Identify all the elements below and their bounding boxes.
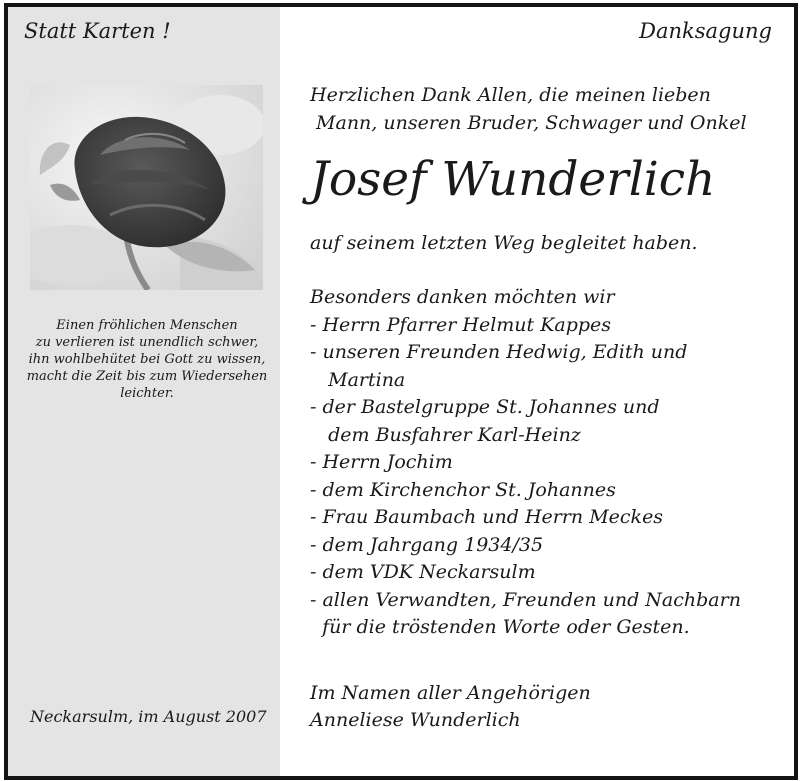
rose-image xyxy=(30,85,263,290)
deceased-name: Josef Wunderlich xyxy=(310,152,716,207)
thanks-line: - Herrn Pfarrer Helmut Kappes xyxy=(310,313,612,336)
thanks-line: für die tröstenden Worte oder Gesten. xyxy=(310,616,690,638)
quote-line: ihn wohlbehütet bei Gott zu wissen, xyxy=(28,352,266,367)
thanks-line: - unseren Freunden Hedwig, Edith und xyxy=(310,341,688,363)
quote-line: Einen fröhlichen Menschen xyxy=(56,318,238,333)
thanks-line: - dem VDK Neckarsulm xyxy=(310,561,536,583)
thanks-line: - allen Verwandten, Freunden und Nachbarn xyxy=(310,588,741,611)
intro-line: Mann, unseren Bruder, Schwager und Onkel xyxy=(310,112,747,134)
thanks-list xyxy=(310,284,741,642)
thanks-line: - Frau Baumbach und Herrn Meckes xyxy=(310,506,664,528)
header-left: Statt Karten ! xyxy=(24,19,171,43)
intro-line: Herzlichen Dank Allen, die meinen lieben xyxy=(310,84,711,106)
thanks-line: dem Busfahrer Karl-Heinz xyxy=(310,423,581,446)
left-panel xyxy=(8,7,280,776)
thanks-line: - der Bastelgruppe St. Johannes und xyxy=(310,396,660,418)
header-right: Danksagung xyxy=(639,19,772,43)
quote-line: leichter. xyxy=(120,386,174,401)
quote-line: macht die Zeit bis zum Wiedersehen xyxy=(26,369,268,384)
closing-signature xyxy=(310,680,591,734)
obituary-card xyxy=(4,3,798,780)
signature-name: Anneliese Wunderlich xyxy=(310,709,521,731)
place-date: Neckarsulm, im August 2007 xyxy=(30,707,267,726)
closing-line: Im Namen aller Angehörigen xyxy=(310,682,591,704)
thanks-line: - dem Kirchenchor St. Johannes xyxy=(310,478,616,501)
thanks-line: Martina xyxy=(310,368,406,391)
rose-icon xyxy=(30,85,263,290)
thanks-line: - Herrn Jochim xyxy=(310,451,453,473)
quote-line: zu verlieren ist unendlich schwer, xyxy=(35,335,259,350)
memorial-quote xyxy=(22,317,272,402)
follow-line: auf seinem letzten Weg begleitet haben. xyxy=(310,232,698,254)
thanks-line: Besonders danken möchten wir xyxy=(310,286,615,308)
intro-text xyxy=(310,81,747,137)
thanks-line: - dem Jahrgang 1934/35 xyxy=(310,533,544,556)
